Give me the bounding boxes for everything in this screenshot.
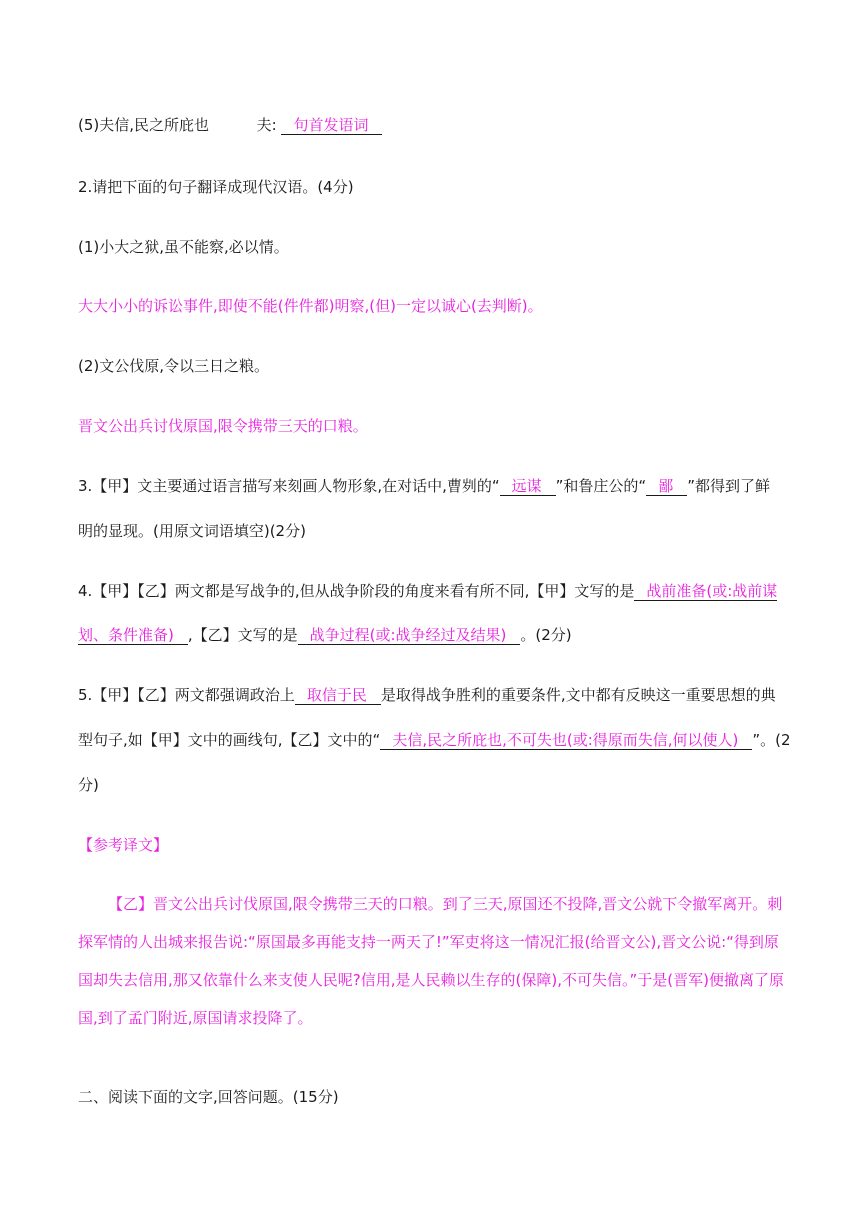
q3-line-1 <box>78 476 770 496</box>
q4-line-1 <box>78 581 777 601</box>
q5-sub-sentence: (5)夫信,民之所庇也 <box>78 116 210 134</box>
q5-blank-1: 取信于民 <box>295 686 381 705</box>
q2-answer-1: 大大小小的诉讼事件,即使不能(件件都)明察,(但)一定以诚心(去判断)。 <box>78 297 543 315</box>
q4-blank-1b: 划、条件准备) <box>78 626 188 645</box>
q5-line-1 <box>78 685 776 705</box>
q4-text-1: 4.【甲】【乙】两文都是写战争的,但从战争阶段的角度来看有所不同,【甲】文写的是 <box>78 582 635 600</box>
q5-sub-line <box>78 115 382 135</box>
q4-blank-1a: 战前准备(或:战前谋 <box>634 582 777 601</box>
reference-heading: 【参考译文】 <box>78 836 169 854</box>
q4-text-3: 。(2分) <box>520 626 572 644</box>
q4-blank-2: 战争过程(或:战争经过及结果) <box>298 626 521 645</box>
q4-line-2 <box>78 625 572 645</box>
reference-text: 【乙】晋文公出兵讨伐原国,限令携带三天的口粮。到了三天,原国还不投降,晋文公就下令撤军离开。刺探军情的人出城来报告说:“原国最多再能支持一两天了!”军吏将这一情况汇报(给晋文公),晋文公说:“得到原国却失去信用,那又依靠什么来支使人民呢?信用,是人民赖以生存的(保障),不可失信。”于是(晋军)便撤离了原国,到了孟门附近,原国请求投降了。 <box>78 895 784 1027</box>
section-2-title: 二、阅读下面的文字,回答问题。(15分) <box>78 1088 339 1106</box>
q3-text-3: ”都得到了鲜 <box>687 477 770 495</box>
q5-blank-2: 夫信,民之所庇也,不可失也(或:得原而失信,何以使人) <box>380 731 752 750</box>
q3-text-1: 3.【甲】文主要通过语言描写来刻画人物形象,在对话中,曹刿的“ <box>78 477 500 495</box>
q2-sentence-2: (2)文公伐原,令以三日之粮。 <box>78 357 270 375</box>
q2-answer-2: 晋文公出兵讨伐原国,限令携带三天的口粮。 <box>78 417 368 435</box>
q5-line-2 <box>78 730 791 750</box>
q3-text-2: ”和鲁庄公的“ <box>555 477 647 495</box>
q2-sentence-1: (1)小大之狱,虽不能察,必以情。 <box>78 238 289 256</box>
q5-text-2: 是取得战争胜利的重要条件,文中都有反映这一重要思想的典 <box>380 686 776 704</box>
q5-text-4: ”。(2 <box>752 731 791 749</box>
q3-line-2: 明的显现。(用原文词语填空)(2分) <box>78 522 306 540</box>
q3-blank-2: 鄙 <box>646 477 687 496</box>
q4-text-2: ,【乙】文写的是 <box>187 626 298 644</box>
q5-sub-answer: 句首发语词 <box>281 116 382 135</box>
q5-text-3: 型句子,如【甲】文中的画线句,【乙】文中的“ <box>78 731 381 749</box>
reference-translation <box>78 885 784 1037</box>
q5-sub-word: 夫: <box>256 116 277 134</box>
q2-prompt: 2.请把下面的句子翻译成现代汉语。(4分) <box>78 178 354 196</box>
q5-text-1: 5.【甲】【乙】两文都强调政治上 <box>78 686 295 704</box>
q5-line-3: 分) <box>78 776 99 794</box>
q3-blank-1: 远谋 <box>500 477 556 496</box>
